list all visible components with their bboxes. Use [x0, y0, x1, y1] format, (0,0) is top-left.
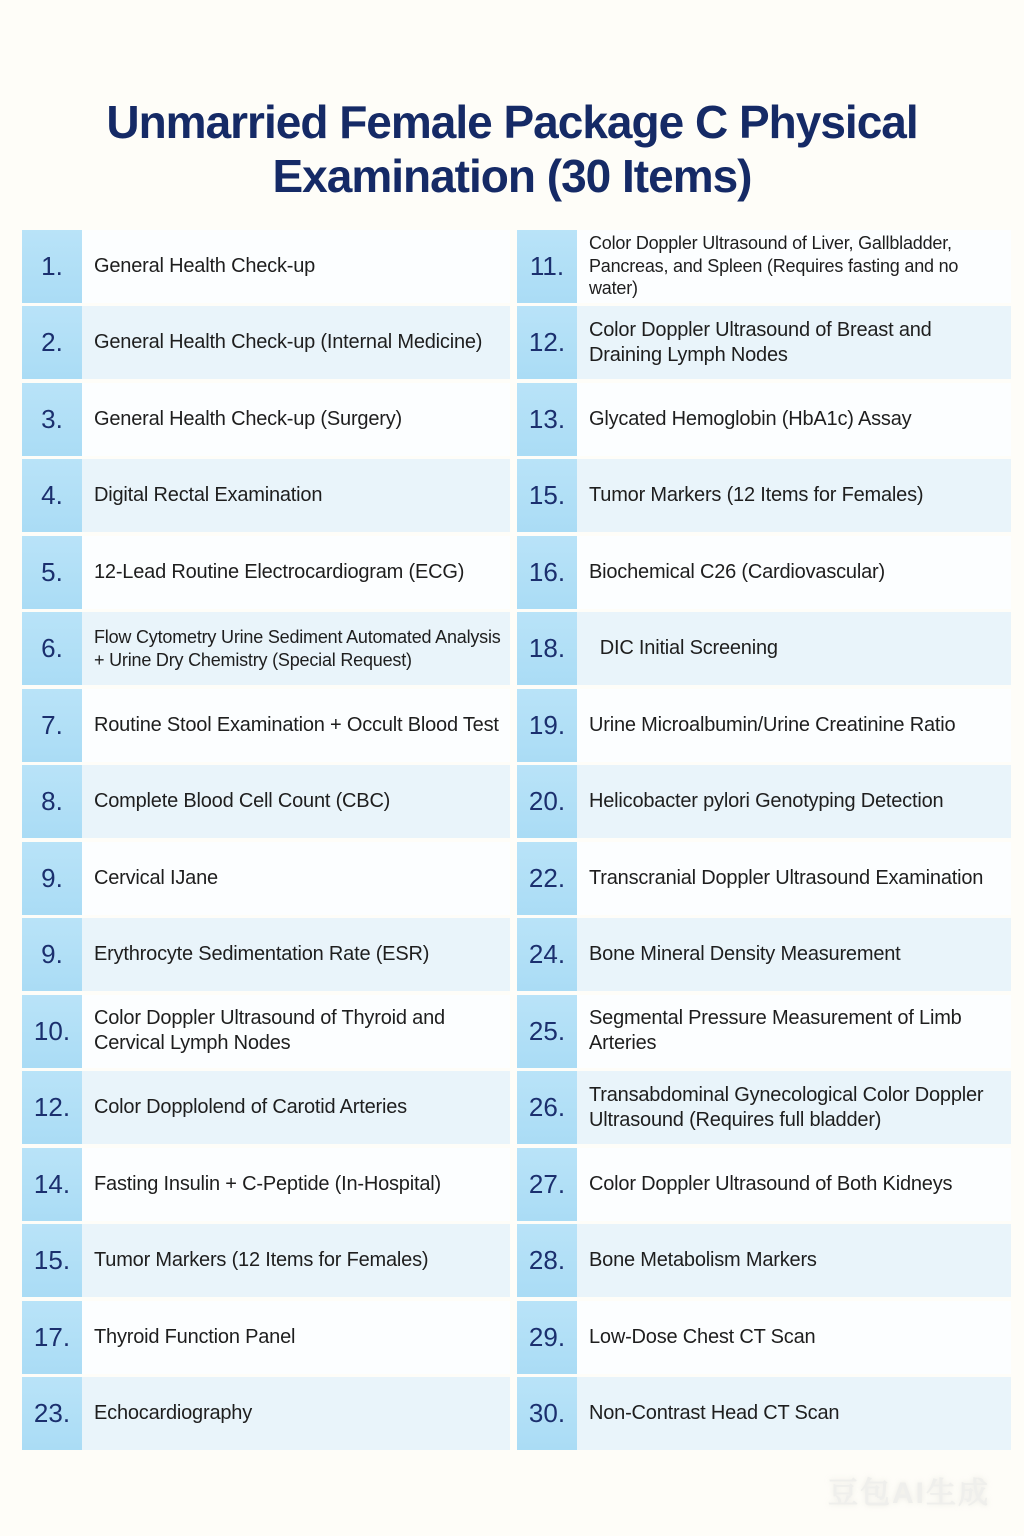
table-row	[22, 1148, 510, 1221]
item-number: 14.	[22, 1148, 82, 1221]
table-row	[22, 459, 510, 532]
item-text: Echocardiography	[82, 1377, 510, 1450]
item-text: Cervical IJane	[82, 842, 510, 915]
item-number: 12.	[517, 306, 577, 379]
page-title	[0, 0, 1024, 204]
item-text: Erythrocyte Sedimentation Rate (ESR)	[82, 918, 510, 991]
table-row	[517, 842, 1011, 915]
item-number: 28.	[517, 1224, 577, 1297]
item-text: Tumor Markers (12 Items for Females)	[577, 459, 1011, 532]
item-number: 8.	[22, 765, 82, 838]
item-text: Low-Dose Chest CT Scan	[577, 1301, 1011, 1374]
item-text: General Health Check-up (Internal Medicine)	[82, 306, 510, 379]
item-number: 16.	[517, 536, 577, 609]
item-text: Tumor Markers (12 Items for Females)	[82, 1224, 510, 1297]
table-row	[22, 612, 510, 685]
item-text: General Health Check-up	[82, 230, 510, 303]
item-number: 10.	[22, 995, 82, 1068]
table-row	[517, 1301, 1011, 1374]
item-text: Transcranial Doppler Ultrasound Examination	[577, 842, 1011, 915]
table-row	[22, 1301, 510, 1374]
item-number: 11.	[517, 230, 577, 303]
item-number: 23.	[22, 1377, 82, 1450]
table-row	[517, 612, 1011, 685]
item-text: Flow Cytometry Urine Sediment Automated Analysis + Urine Dry Chemistry (Special Request)	[82, 612, 510, 685]
item-number: 25.	[517, 995, 577, 1068]
table-row	[517, 1377, 1011, 1450]
item-number: 30.	[517, 1377, 577, 1450]
table-row	[517, 230, 1011, 303]
item-number: 2.	[22, 306, 82, 379]
item-number: 9.	[22, 918, 82, 991]
item-number: 19.	[517, 689, 577, 762]
item-number: 1.	[22, 230, 82, 303]
item-text: Color Doppler Ultrasound of Both Kidneys	[577, 1148, 1011, 1221]
item-text: 12-Lead Routine Electrocardiogram (ECG)	[82, 536, 510, 609]
item-number: 6.	[22, 612, 82, 685]
page-title-line2: Examination (30 Items)	[272, 149, 752, 202]
item-text: Color Dopplolend of Carotid Arteries	[82, 1071, 510, 1144]
table-row	[22, 230, 510, 303]
item-text: Color Doppler Ultrasound of Breast and Draining Lymph Nodes	[577, 306, 1011, 379]
table-row	[517, 995, 1011, 1068]
page-title-line1: Unmarried Female Package C Physical	[106, 96, 918, 148]
table-row	[22, 842, 510, 915]
item-text: DIC Initial Screening	[577, 612, 1011, 685]
item-text: Urine Microalbumin/Urine Creatinine Ratio	[577, 689, 1011, 762]
item-number: 20.	[517, 765, 577, 838]
table-row	[22, 383, 510, 456]
item-text: Glycated Hemoglobin (HbA1c) Assay	[577, 383, 1011, 456]
item-number: 5.	[22, 536, 82, 609]
item-number: 4.	[22, 459, 82, 532]
table-row	[22, 306, 510, 379]
table-row	[517, 765, 1011, 838]
item-number: 7.	[22, 689, 82, 762]
table-row	[22, 995, 510, 1068]
item-text: General Health Check-up (Surgery)	[82, 383, 510, 456]
table-row	[22, 765, 510, 838]
item-text: Fasting Insulin + C-Peptide (In-Hospital)	[82, 1148, 510, 1221]
item-text: Transabdominal Gynecological Color Doppler Ultrasound (Requires full bladder)	[577, 1071, 1011, 1144]
item-number: 27.	[517, 1148, 577, 1221]
item-number: 9.	[22, 842, 82, 915]
item-number: 3.	[22, 383, 82, 456]
table-row	[517, 536, 1011, 609]
table-row	[517, 689, 1011, 762]
table-row	[517, 918, 1011, 991]
table-row	[517, 1148, 1011, 1221]
item-number: 17.	[22, 1301, 82, 1374]
table-row	[517, 1224, 1011, 1297]
left-column	[22, 230, 510, 1454]
item-text: Helicobacter pylori Genotyping Detection	[577, 765, 1011, 838]
table-row	[517, 306, 1011, 379]
table-row	[22, 536, 510, 609]
item-number: 15.	[22, 1224, 82, 1297]
item-text: Digital Rectal Examination	[82, 459, 510, 532]
item-text: Color Doppler Ultrasound of Thyroid and Cervical Lymph Nodes	[82, 995, 510, 1068]
exam-items-table	[0, 230, 1024, 1454]
item-number: 24.	[517, 918, 577, 991]
item-text: Bone Mineral Density Measurement	[577, 918, 1011, 991]
item-number: 26.	[517, 1071, 577, 1144]
item-text: Thyroid Function Panel	[82, 1301, 510, 1374]
item-number: 18.	[517, 612, 577, 685]
watermark: 豆包AI生成	[828, 1477, 990, 1510]
table-row	[517, 1071, 1011, 1144]
table-row	[22, 689, 510, 762]
item-number: 13.	[517, 383, 577, 456]
item-text: Color Doppler Ultrasound of Liver, Gallbladder, Pancreas, and Spleen (Requires fasting and no water)	[577, 230, 1011, 303]
table-row	[22, 918, 510, 991]
table-row	[22, 1377, 510, 1450]
item-text: Bone Metabolism Markers	[577, 1224, 1011, 1297]
item-text: Routine Stool Examination + Occult Blood Test	[82, 689, 510, 762]
item-number: 15.	[517, 459, 577, 532]
item-text: Complete Blood Cell Count (CBC)	[82, 765, 510, 838]
item-text: Biochemical C26 (Cardiovascular)	[577, 536, 1011, 609]
item-number: 22.	[517, 842, 577, 915]
right-column	[517, 230, 1011, 1454]
item-text: Non-Contrast Head CT Scan	[577, 1377, 1011, 1450]
item-text: Segmental Pressure Measurement of Limb Arteries	[577, 995, 1011, 1068]
table-row	[517, 459, 1011, 532]
item-number: 12.	[22, 1071, 82, 1144]
table-row	[22, 1071, 510, 1144]
item-number: 29.	[517, 1301, 577, 1374]
table-row	[517, 383, 1011, 456]
table-row	[22, 1224, 510, 1297]
